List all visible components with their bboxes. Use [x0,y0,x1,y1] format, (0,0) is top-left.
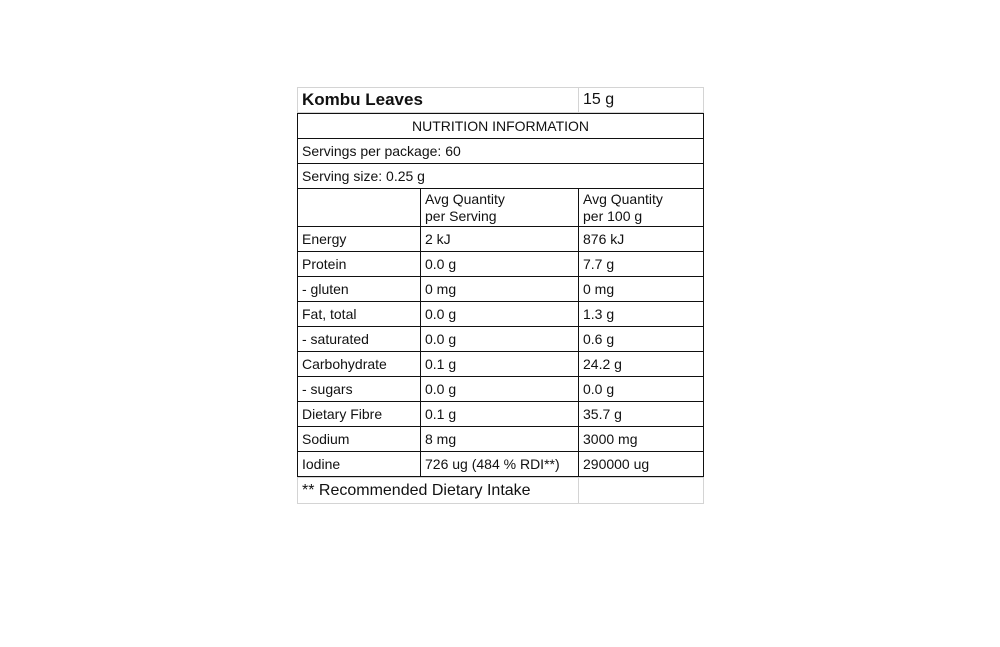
per-100g-value: 35.7 g [579,402,704,427]
nutrient-row [298,352,704,377]
nutrient-name: - gluten [298,277,421,302]
per-serving-value: 0.0 g [421,327,579,352]
footnote-table [297,477,704,504]
per-serving-value: 0.1 g [421,402,579,427]
nutrient-row [298,402,704,427]
nutrient-name: Iodine [298,452,421,477]
per-100g-value: 3000 mg [579,427,704,452]
nutrient-row [298,277,704,302]
per-100g-value: 0 mg [579,277,704,302]
per-100g-value: 7.7 g [579,252,704,277]
nutrient-row [298,427,704,452]
per-serving-value: 0.1 g [421,352,579,377]
servings-per-package: Servings per package: 60 [298,139,704,164]
package-size: 15 g [579,88,704,113]
nutrition-heading: NUTRITION INFORMATION [298,114,704,139]
nutrient-name: - sugars [298,377,421,402]
nutrient-row [298,377,704,402]
per-100g-value: 876 kJ [579,227,704,252]
nutrient-row [298,452,704,477]
nutrient-row [298,327,704,352]
per-serving-value: 8 mg [421,427,579,452]
header-empty-cell [298,189,421,227]
nutrient-name: Energy [298,227,421,252]
footnote-empty-cell [579,478,704,504]
servings-row [298,139,704,164]
column-header-row [298,189,704,227]
header-per-serving: Avg Quantity per Serving [421,189,579,227]
per-serving-value: 0.0 g [421,377,579,402]
serving-size: Serving size: 0.25 g [298,164,704,189]
heading-row [298,114,704,139]
per-100g-value: 1.3 g [579,302,704,327]
nutrition-panel [297,87,703,504]
serving-size-row [298,164,704,189]
per-serving-value: 0.0 g [421,252,579,277]
nutrient-name: - saturated [298,327,421,352]
per-100g-value: 0.0 g [579,377,704,402]
nutrient-name: Protein [298,252,421,277]
per-100g-value: 290000 ug [579,452,704,477]
per-serving-value: 0.0 g [421,302,579,327]
per-serving-value: 2 kJ [421,227,579,252]
nutrient-name: Dietary Fibre [298,402,421,427]
nutrient-row [298,227,704,252]
per-100g-value: 0.6 g [579,327,704,352]
nutrition-table [297,113,704,477]
title-row [298,88,704,113]
nutrient-name: Fat, total [298,302,421,327]
title-table [297,87,704,113]
nutrient-row [298,302,704,327]
per-serving-value: 726 ug (484 % RDI**) [421,452,579,477]
footnote: ** Recommended Dietary Intake [298,478,579,504]
footnote-row [298,478,704,504]
product-name: Kombu Leaves [298,88,579,113]
per-100g-value: 24.2 g [579,352,704,377]
nutrient-name: Sodium [298,427,421,452]
header-per-100g: Avg Quantity per 100 g [579,189,704,227]
nutrient-name: Carbohydrate [298,352,421,377]
nutrient-row [298,252,704,277]
per-serving-value: 0 mg [421,277,579,302]
